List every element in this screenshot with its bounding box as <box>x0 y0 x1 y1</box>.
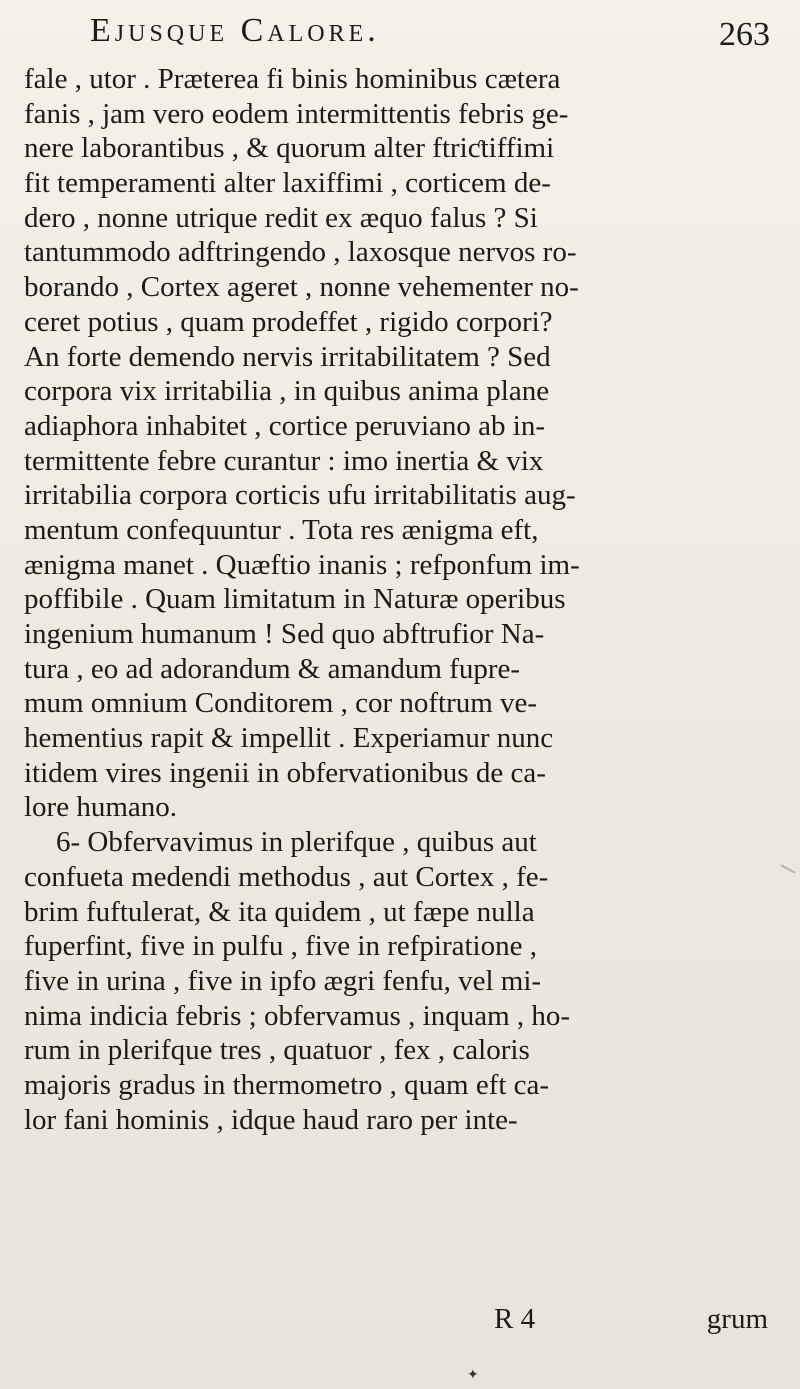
text-line: ingenium humanum ! Sed quo abftrufior Na- <box>24 618 545 650</box>
text-line: nima indicia febris ; obfervamus , inquam , ho- <box>24 999 571 1032</box>
text-line: mentum confequuntur . Tota res ænigma eft, <box>24 513 539 546</box>
text-line: brim fuftulerat, & ita quidem , ut fæpe nulla <box>24 895 535 928</box>
page-footer <box>24 1303 776 1339</box>
text-line: lor fani hominis , idque haud raro per inte- <box>24 1103 518 1136</box>
text-line: lore humano. <box>24 791 178 824</box>
text-line: confueta medendi methodus , aut Cortex , fe- <box>24 860 549 893</box>
text-line: fit temperamenti alter laxiffimi , corticem de- <box>24 167 551 200</box>
text-line: ceret potius , quam prodeffet , rigido corpori? <box>24 305 553 338</box>
text-line: irritabilia corpora corticis ufu irritabilitatis aug- <box>24 479 576 512</box>
text-line: nere laborantibus , & quorum alter ftriƈtiffimi <box>24 132 555 165</box>
text-line: fale , utor . Præterea fi binis hominibus cætera <box>24 63 561 95</box>
text-line: fanis , jam vero eodem intermittentis febris ge- <box>24 97 569 130</box>
text-line: ænigma manet . Quæftio inanis ; refponfum im- <box>24 548 580 581</box>
text-line: borando , Cortex ageret , nonne vehementer no- <box>24 271 579 304</box>
page-number: 263 <box>719 16 770 53</box>
text-line: corpora vix irritabilia , in quibus anima plane <box>24 375 550 408</box>
text-line: rum in plerifque tres , quatuor , fex , caloris <box>24 1034 530 1067</box>
printer-ornament-icon: ✦ <box>467 1367 479 1383</box>
paragraph-start-line: 6- Obfervavimus in plerifque , quibus aut <box>56 826 537 859</box>
text-line: tura , eo ad adorandum & amandum fupre- <box>24 652 521 685</box>
paper-mark <box>780 864 795 873</box>
catchword: grum <box>706 1303 768 1335</box>
text-line: majoris gradus in thermometro , quam eft ca- <box>24 1068 550 1101</box>
text-line: termittente febre curantur : imo inertia & vix <box>24 444 544 477</box>
text-line: fuperfint, five in pulfu , five in refpiratione , <box>24 930 537 963</box>
text-line: five in urina , five in ipfo ægri fenfu, vel mi- <box>24 964 542 997</box>
text-line: poffibile . Quam limitatum in Naturæ operibus <box>24 583 566 616</box>
text-line: tantummodo adftringendo , laxosque nervos ro- <box>24 236 577 269</box>
text-line: dero , nonne utrique redit ex æquo falus ? Si <box>24 201 538 234</box>
page-header <box>90 12 770 60</box>
text-line: hementius rapit & impellit . Experiamur nunc <box>24 722 554 755</box>
running-head: Ejusque Calore. <box>90 12 380 49</box>
body-text <box>24 62 776 1137</box>
text-line: An forte demendo nervis irritabilitatem ? Sed <box>24 340 551 373</box>
signature-mark: R 4 <box>494 1303 536 1335</box>
text-line: mum omnium Conditorem , cor noftrum ve- <box>24 687 538 720</box>
text-line: adiaphora inhabitet , cortice peruviano ab in- <box>24 409 545 442</box>
text-line: itidem vires ingenii in obfervationibus de ca- <box>24 756 546 789</box>
